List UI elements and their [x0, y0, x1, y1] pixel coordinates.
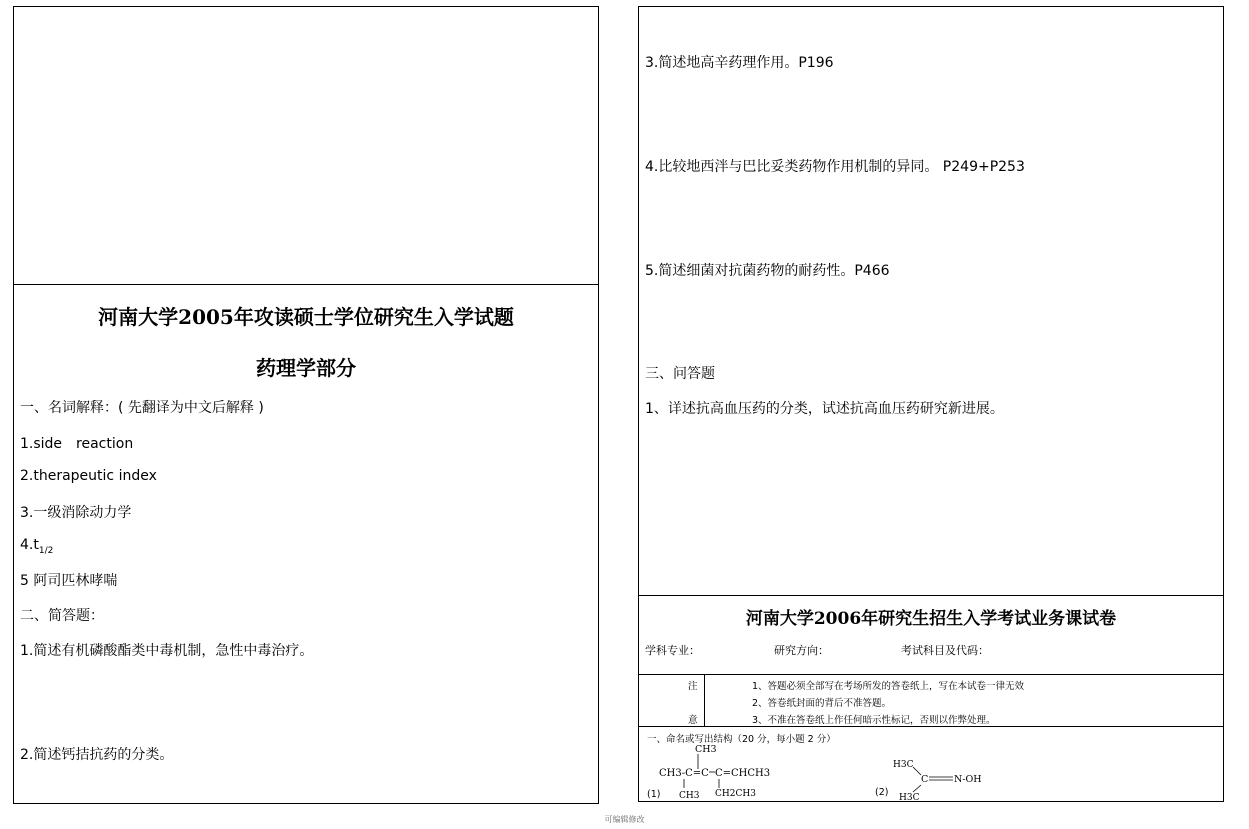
- naming-question-heading: 一、命名或写出结构（20 分，每小题 2 分）: [647, 734, 836, 745]
- right-exam-panel: [638, 6, 1224, 802]
- section-heading-terms: 一、名词解释：( 先翻译为中文后解释 ): [20, 400, 264, 416]
- exam-subtitle: 药理学部分: [256, 356, 356, 380]
- structure-2-right-group: N-OH: [954, 774, 982, 785]
- panel-divider: [639, 595, 1223, 596]
- structure-1-bottom-right-group: CH2CH3: [715, 789, 756, 799]
- note-item: 3、不准在答卷纸上作任何暗示性标记，否则以作弊处理。: [752, 715, 996, 726]
- term-question-5: 5 阿司匹林哮喘: [20, 573, 118, 589]
- structure-1-bottom-left-group: CH3: [679, 791, 700, 801]
- essay-question-1: 1、详述抗高血压药的分类，试述抗高血压药研究新进展。: [645, 401, 1004, 417]
- section-heading-essay: 三、问答题: [645, 366, 715, 382]
- structure-2-diagram: [891, 755, 1001, 803]
- field-subject-label: 考试科目及代码：: [901, 644, 989, 657]
- field-direction-label: 研究方向：: [774, 644, 829, 657]
- naming-item-1-label: (1): [647, 789, 661, 800]
- structure-1-diagram: [657, 741, 787, 801]
- page-footer: 可编辑修改: [604, 815, 645, 824]
- field-major-label: 学科专业：: [645, 644, 700, 657]
- short-question-3: 3.简述地高辛药理作用。P196: [645, 55, 834, 71]
- notes-box-top: [639, 674, 1223, 675]
- term-question-3: 3.一级消除动力学: [20, 505, 132, 521]
- section-heading-short: 二、简答题：: [20, 608, 104, 624]
- note-item: 2、答卷纸封面的背后不准答题。: [752, 698, 892, 709]
- exam-title-2006: 河南大学2006年研究生招生入学考试业务课试卷: [745, 609, 1117, 629]
- bond-line: [913, 785, 921, 792]
- term-question-4-subscript: 1/2: [38, 545, 54, 556]
- short-question-1: 1.简述有机磷酸酯类中毒机制，急性中毒治疗。: [20, 643, 314, 659]
- left-exam-panel: [13, 6, 599, 804]
- note-item: 1、答题必须全部写在考场所发的答卷纸上，写在本试卷一律无效: [752, 681, 1025, 692]
- notes-label-top: 注: [688, 681, 698, 692]
- structure-1-left-chain: CH3-C=C: [659, 768, 709, 779]
- panel-divider: [14, 284, 598, 285]
- short-question-4: 4.比较地西泮与巴比妥类药物作用机制的异同。 P249+P253: [645, 159, 1025, 175]
- bond-line: [913, 767, 921, 775]
- structure-2-top-group: H3C: [893, 760, 914, 770]
- term-question-4: [20, 537, 53, 556]
- exam-title-2005: 河南大学2005年攻读硕士学位研究生入学试题: [98, 305, 514, 329]
- term-question-2: 2.therapeutic index: [20, 468, 157, 484]
- structure-2-center-atom: C: [921, 774, 929, 785]
- short-question-5: 5.简述细菌对抗菌药物的耐药性。P466: [645, 263, 890, 279]
- naming-item-2-label: (2): [875, 787, 889, 798]
- notes-box-bottom: [639, 726, 1223, 727]
- short-question-2: 2.简述钙拮抗药的分类。: [20, 747, 174, 763]
- term-question-1: 1.side reaction: [20, 436, 134, 452]
- notes-label-bottom: 意: [688, 715, 698, 726]
- notes-box-separator: [704, 674, 705, 726]
- term-question-4-text: 4.t: [20, 537, 39, 553]
- structure-1-top-group: CH3: [695, 744, 717, 755]
- structure-1-right-chain: C=CHCH3: [715, 768, 771, 779]
- structure-2-bottom-group: H3C: [899, 793, 920, 803]
